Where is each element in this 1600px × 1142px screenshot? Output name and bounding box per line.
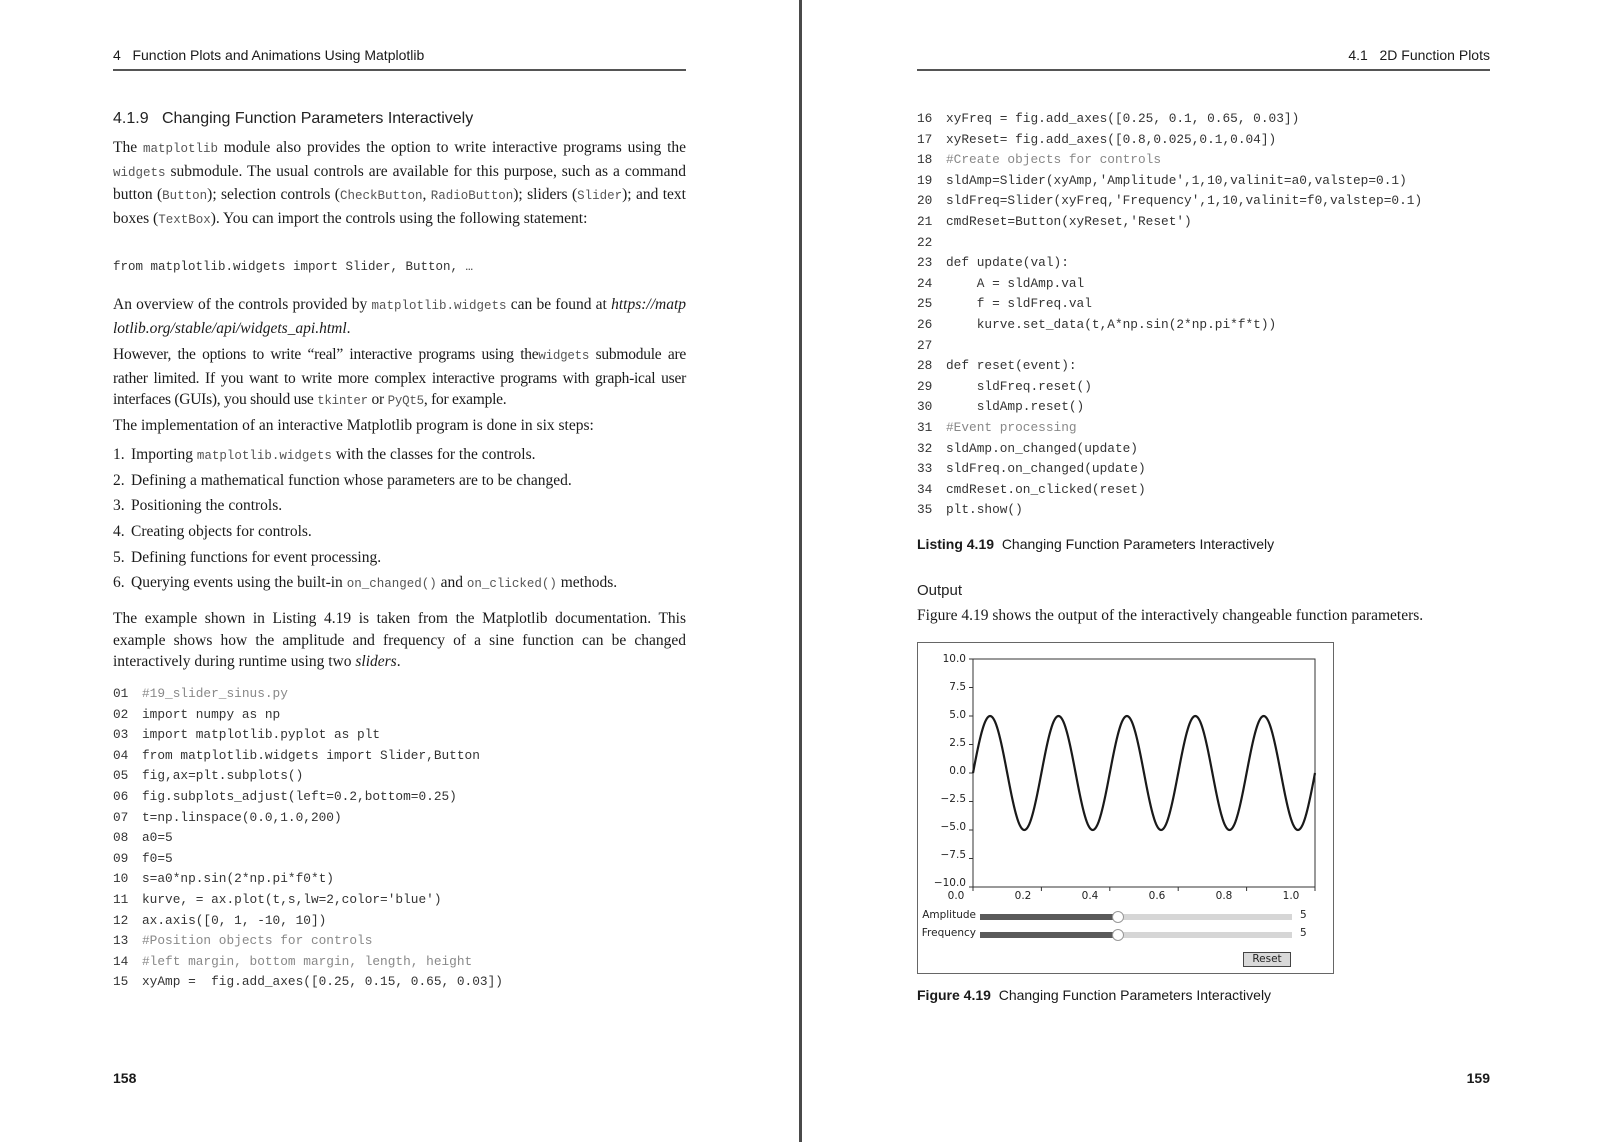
code-line — [113, 684, 503, 705]
line-number: 27 — [917, 337, 933, 353]
code-line — [917, 171, 1422, 192]
code-line — [917, 377, 1422, 398]
x-tick-label: 0.8 — [1215, 890, 1233, 902]
code-text: sldAmp.reset() — [946, 399, 1085, 415]
figure-window — [917, 642, 1334, 974]
code-line — [917, 212, 1422, 233]
y-tick-label: −7.5 — [940, 849, 966, 861]
line-number: 23 — [917, 255, 933, 271]
line-number: 13 — [113, 933, 129, 949]
frequency-slider-handle[interactable] — [1112, 929, 1124, 941]
amplitude-slider[interactable] — [980, 914, 1292, 920]
line-number: 10 — [113, 871, 129, 887]
line-number: 28 — [917, 358, 933, 374]
code-line — [917, 480, 1422, 501]
line-number: 15 — [113, 974, 129, 990]
intro-paragraph: The matplotlib module also provides the option to write interactive programs using the widgets submodule. The usual controls are available for this purpose, such as a command button (Button); selection controls (CheckButton, RadioButton); sliders (Slider); and text boxes (TextBox). You can import the controls using the following statement: — [113, 139, 687, 227]
line-number: 16 — [917, 111, 933, 126]
section-title: Changing Function Parameters Interactively — [161, 110, 474, 127]
steps-intro: The implementation of an interactive Matplotlib program is done in six steps: — [113, 417, 594, 434]
amplitude-slider-fill — [980, 914, 1118, 920]
code-text: kurve.set_data(t,A*np.sin(2*np.pi*f*t)) — [946, 316, 1277, 332]
code-text: ax.axis([0, 1, -10, 10]) — [142, 912, 327, 928]
code-line — [113, 787, 503, 808]
code-text: f = sldFreq.val — [946, 296, 1092, 312]
line-number: 35 — [917, 502, 933, 518]
code-line — [917, 336, 1422, 357]
code-listing-part2 — [917, 109, 1422, 521]
code-line — [113, 890, 503, 911]
code-text: sldAmp=Slider(xyAmp,'Amplitude',1,10,valinit=a0,valstep=0.1) — [946, 172, 1407, 188]
line-number: 20 — [917, 193, 933, 209]
line-number: 09 — [113, 850, 129, 866]
page-number-right: 159 — [1466, 1070, 1490, 1086]
overview-paragraph: An overview of the controls provided by matplotlib.widgets can be found at https://matplotlib.org/stable/api/widgets_api.html. — [113, 296, 686, 337]
code-line — [917, 356, 1422, 377]
line-number: 21 — [917, 213, 933, 229]
code-line — [917, 253, 1422, 274]
page-number-left: 158 — [113, 1070, 137, 1086]
y-tick-label: 10.0 — [942, 653, 966, 665]
code-line — [113, 952, 503, 973]
amplitude-slider-label: Amplitude — [922, 909, 976, 921]
code-line — [113, 931, 503, 952]
code-text: fig.subplots_adjust(left=0.2,bottom=0.25) — [142, 788, 457, 804]
line-number: 31 — [917, 419, 933, 435]
line-number: 33 — [917, 461, 933, 477]
line-number: 25 — [917, 296, 933, 312]
code-text: #19_slider_sinus.py — [142, 686, 288, 701]
code-line — [917, 418, 1422, 439]
code-line — [917, 459, 1422, 480]
y-tick-label: 5.0 — [949, 709, 966, 721]
code-line — [113, 849, 503, 870]
code-line — [917, 274, 1422, 295]
code-line — [113, 808, 503, 829]
code-line — [113, 746, 503, 767]
line-number: 14 — [113, 953, 129, 969]
step-item: 4. Creating objects for controls. — [113, 523, 312, 541]
code-text: s=a0*np.sin(2*np.pi*f0*t) — [142, 871, 334, 887]
code-text: sldFreq.reset() — [946, 378, 1092, 394]
code-text: fig,ax=plt.subplots() — [142, 768, 304, 784]
output-heading: Output — [917, 582, 963, 599]
frequency-slider-label: Frequency — [921, 927, 976, 939]
code-line — [113, 705, 503, 726]
line-number: 02 — [113, 706, 129, 722]
y-tick-label: −2.5 — [940, 793, 966, 805]
frequency-slider[interactable] — [980, 932, 1292, 938]
line-number: 22 — [917, 234, 933, 250]
import-statement: from matplotlib.widgets import Slider, Button, … — [113, 260, 474, 274]
code-text: sldFreq=Slider(xyFreq,'Frequency',1,10,valinit=f0,valstep=0.1) — [946, 193, 1423, 209]
code-text: xyReset= fig.add_axes([0.8,0.025,0.1,0.04]) — [946, 131, 1277, 147]
code-text: xyFreq = fig.add_axes([0.25, 0.1, 0.65, 0.03]) — [946, 111, 1300, 126]
line-number: 06 — [113, 788, 129, 804]
line-number: 12 — [113, 912, 129, 928]
step-item: 1. Importing matplotlib.widgets with the classes for the controls. — [113, 446, 536, 463]
code-text: a0=5 — [142, 830, 173, 846]
step-item: 5. Defining functions for event processing. — [113, 548, 382, 566]
code-text: plt.show() — [946, 502, 1023, 518]
code-line — [917, 294, 1422, 315]
book-spine-divider — [799, 0, 802, 1142]
code-line — [917, 150, 1422, 171]
line-number: 11 — [113, 891, 129, 907]
code-line — [917, 109, 1422, 130]
code-text: A = sldAmp.val — [946, 275, 1085, 291]
x-tick-label: 0.2 — [1014, 890, 1032, 902]
header-rule — [917, 69, 1490, 71]
x-tick-label: 0.0 — [947, 890, 965, 902]
y-tick-label: 7.5 — [949, 681, 966, 693]
code-text: #left margin, bottom margin, length, height — [142, 953, 473, 969]
code-line — [917, 315, 1422, 336]
code-text: xyAmp = fig.add_axes([0.25, 0.15, 0.65, 0.03]) — [142, 974, 503, 990]
code-line — [113, 725, 503, 746]
code-text: sldAmp.on_changed(update) — [946, 440, 1138, 456]
code-listing-part1 — [113, 684, 503, 993]
code-text: from matplotlib.widgets import Slider,Button — [142, 747, 480, 763]
reset-button[interactable]: Reset — [1243, 952, 1291, 967]
line-number: 18 — [917, 152, 933, 168]
y-tick-label: 0.0 — [949, 765, 966, 777]
limits-paragraph: However, the options to write “real” interactive programs using thewidgets submodule are rather limited. If you want to write more complex interactive programs with graph-ical user interfaces (GUIs), you should use tkinter or PyQt5, for example. — [113, 346, 686, 408]
x-tick-label: 1.0 — [1282, 890, 1300, 902]
line-number: 01 — [113, 686, 129, 701]
code-line — [113, 869, 503, 890]
frequency-slider-fill — [980, 932, 1118, 938]
step-item: 3. Positioning the controls. — [113, 497, 283, 515]
line-number: 24 — [917, 275, 933, 291]
line-number: 19 — [917, 172, 933, 188]
code-text: cmdReset=Button(xyReset,'Reset') — [946, 213, 1192, 229]
line-number: 30 — [917, 399, 933, 415]
code-text: f0=5 — [142, 850, 173, 866]
code-line — [917, 439, 1422, 460]
line-number: 32 — [917, 440, 933, 456]
y-tick-label: −10.0 — [933, 877, 966, 889]
widgets-api-link[interactable]: https://matplotlib.org/stable/api/widgets_api.html — [113, 296, 686, 337]
sine-curve — [973, 716, 1315, 830]
code-line — [113, 766, 503, 787]
code-text: #Event processing — [946, 419, 1077, 435]
step-item: 2. Defining a mathematical function whose parameters are to be changed. — [113, 471, 572, 489]
steps-list — [113, 444, 617, 598]
code-line — [917, 397, 1422, 418]
code-text: def update(val): — [946, 255, 1069, 271]
figure-caption: Figure 4.19 Changing Function Parameters Interactively — [917, 987, 1272, 1003]
code-line — [917, 191, 1422, 212]
code-line — [917, 130, 1422, 151]
code-text: #Create objects for controls — [946, 152, 1162, 168]
step-item: 6. Querying events using the built-in on_changed() and on_clicked() methods. — [113, 574, 618, 592]
line-number: 03 — [113, 727, 129, 743]
code-text: sldFreq.on_changed(update) — [946, 461, 1146, 477]
line-number: 26 — [917, 316, 933, 332]
example-paragraph: The example shown in Listing 4.19 is taken from the Matplotlib documentation. This example shows how the amplitude and frequency of a sine function can be changed interactively during runtime using two sliders. — [113, 610, 686, 670]
line-number: 07 — [113, 809, 129, 825]
x-tick-label: 0.4 — [1081, 890, 1099, 902]
section-heading — [113, 110, 473, 128]
header-rule — [113, 69, 686, 71]
code-line — [917, 233, 1422, 254]
listing-caption: Listing 4.19 Changing Function Parameters Interactively — [917, 536, 1275, 552]
code-text: def reset(event): — [946, 358, 1077, 374]
code-text: kurve, = ax.plot(t,s,lw=2,color='blue') — [142, 891, 442, 907]
line-number: 17 — [917, 131, 933, 147]
sine-plot — [918, 643, 1335, 975]
line-number: 29 — [917, 378, 933, 394]
frequency-value: 5 — [1300, 927, 1307, 939]
code-text: import numpy as np — [142, 706, 281, 722]
running-head-left: 4 Function Plots and Animations Using Matplotlib — [113, 47, 425, 63]
y-tick-label: 2.5 — [949, 737, 966, 749]
x-tick-label: 0.6 — [1148, 890, 1166, 902]
code-text: t=np.linspace(0.0,1.0,200) — [142, 809, 342, 825]
code-line — [113, 972, 503, 993]
code-text: import matplotlib.pyplot as plt — [142, 727, 381, 743]
code-line — [113, 828, 503, 849]
running-head-right: 4.1 2D Function Plots — [1348, 47, 1490, 63]
code-line — [917, 500, 1422, 521]
amplitude-value: 5 — [1300, 909, 1307, 921]
line-number: 04 — [113, 747, 129, 763]
section-number: 4.1.9 — [113, 110, 149, 127]
amplitude-slider-handle[interactable] — [1112, 911, 1124, 923]
line-number: 08 — [113, 830, 129, 846]
code-text: #Position objects for controls — [142, 933, 373, 949]
line-number: 34 — [917, 481, 933, 497]
output-paragraph: Figure 4.19 shows the output of the interactively changeable function parameters. — [917, 607, 1424, 624]
line-number: 05 — [113, 768, 129, 784]
code-line — [113, 911, 503, 932]
y-tick-label: −5.0 — [940, 821, 966, 833]
code-text: cmdReset.on_clicked(reset) — [946, 481, 1146, 497]
